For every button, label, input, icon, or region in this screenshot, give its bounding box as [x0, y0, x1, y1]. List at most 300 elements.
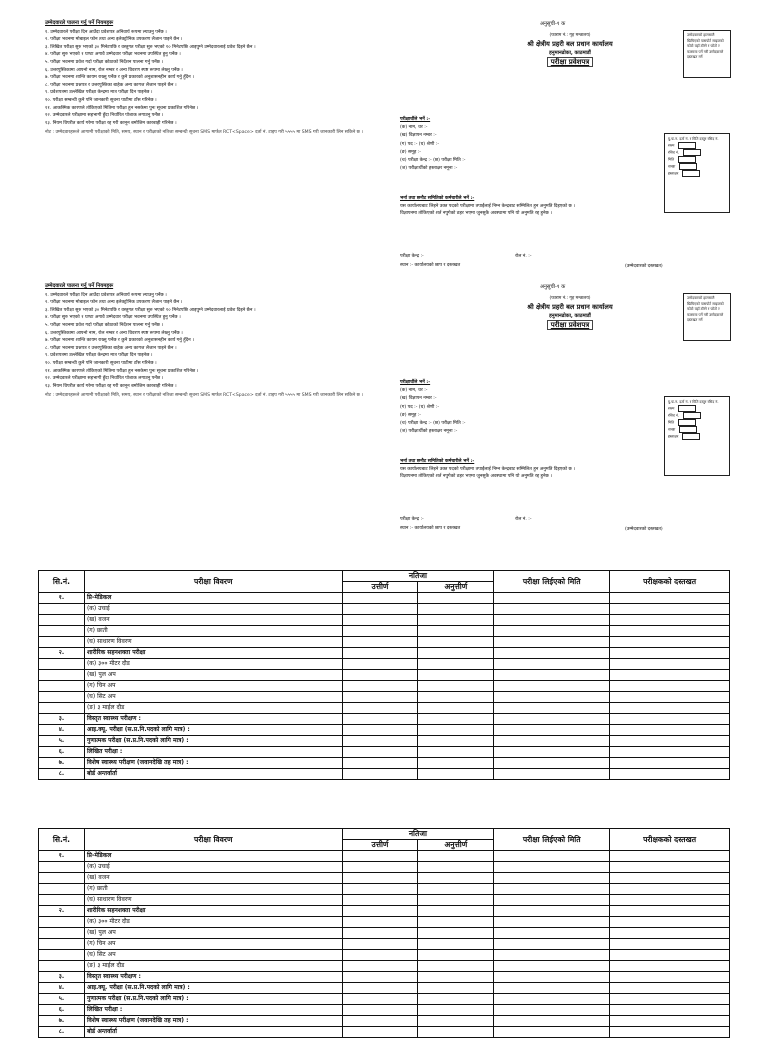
photo-box [683, 30, 731, 78]
col-header-fail: अनुत्तीर्ण [418, 840, 494, 851]
pass-cell[interactable] [342, 725, 418, 736]
fail-cell[interactable] [418, 637, 494, 648]
committee-text [400, 203, 665, 218]
pass-cell[interactable] [342, 769, 418, 780]
table-row [39, 714, 730, 725]
signature-cell[interactable] [610, 1027, 730, 1038]
row-number [39, 873, 85, 884]
signature-cell[interactable] [610, 648, 730, 659]
table-row [39, 851, 730, 862]
committee-title: भर्ना तथा छनौट समितिको कर्मचारीले भर्ने :- [400, 459, 475, 464]
fail-cell[interactable] [418, 604, 494, 615]
fee-label: रसिद नं. [668, 413, 680, 418]
fee-field[interactable] [679, 426, 697, 433]
row-number: ४. [39, 983, 85, 994]
date-cell[interactable] [494, 928, 610, 939]
fail-cell[interactable] [418, 714, 494, 725]
examinee-field: (च) परीक्षा केन्द्र :- (छ) परीक्षा मिति :- [400, 158, 466, 164]
row-number [39, 692, 85, 703]
annex-label: अनुसूची-१ क [540, 21, 566, 27]
signature-cell[interactable] [610, 725, 730, 736]
fee-field[interactable] [678, 419, 696, 426]
signature-cell[interactable] [610, 895, 730, 906]
pass-cell[interactable] [342, 736, 418, 747]
fee-row [668, 156, 726, 163]
fail-cell[interactable] [418, 758, 494, 769]
pass-cell[interactable] [342, 862, 418, 873]
table-row [39, 725, 730, 736]
pass-cell[interactable] [342, 758, 418, 769]
table-row [39, 1005, 730, 1016]
table-row [39, 895, 730, 906]
table-row [39, 593, 730, 604]
fail-cell[interactable] [418, 928, 494, 939]
signature-cell[interactable] [610, 906, 730, 917]
examinee-field: (क) नाम, थर :- [400, 125, 428, 131]
date-cell[interactable] [494, 961, 610, 972]
date-cell[interactable] [494, 873, 610, 884]
date-cell[interactable] [494, 714, 610, 725]
col-header-detail: परीक्षा विवरण [84, 571, 342, 593]
col-header-result: नतिजा [342, 829, 494, 840]
exam-record-table-2 [38, 828, 730, 1038]
fail-cell[interactable] [418, 1005, 494, 1016]
pass-cell[interactable] [342, 714, 418, 725]
rules-list [45, 292, 375, 391]
fee-field[interactable] [678, 156, 696, 163]
date-cell[interactable] [494, 906, 610, 917]
row-number [39, 604, 85, 615]
signature-cell[interactable] [610, 862, 730, 873]
rule-item: ९. प्रवेशपत्रमा उल्लेखित परीक्षा केन्द्रमा मात्र परीक्षा दिन पाइनेछ । [45, 90, 153, 96]
examinee-section [400, 116, 670, 173]
row-number [39, 862, 85, 873]
fee-list [668, 405, 726, 440]
row-number [39, 961, 85, 972]
fail-cell[interactable] [418, 670, 494, 681]
fail-cell[interactable] [418, 972, 494, 983]
col-header-date: परीक्षा लिईएको मिति [494, 829, 610, 851]
fee-field[interactable] [678, 142, 696, 149]
row-label: विस्तृत स्वास्थ्य परीक्षण : [84, 972, 342, 983]
row-label: (ङ) ३ माईल दौड [84, 703, 342, 714]
rule-item: १०. परीक्षा सम्बन्धी कुनै पनि जानकारी सूचना पाटीमा टाँस गरिनेछ । [45, 97, 157, 103]
pass-cell[interactable] [342, 939, 418, 950]
examinee-section [400, 379, 670, 436]
fee-label: शाखा [668, 427, 676, 432]
pass-cell[interactable] [342, 747, 418, 758]
row-number: ६. [39, 747, 85, 758]
signature-cell[interactable] [610, 994, 730, 1005]
date-cell[interactable] [494, 1005, 610, 1016]
signature-cell[interactable] [610, 873, 730, 884]
fail-cell[interactable] [418, 884, 494, 895]
fail-cell[interactable] [418, 939, 494, 950]
fail-cell[interactable] [418, 659, 494, 670]
fail-cell[interactable] [418, 725, 494, 736]
fail-cell[interactable] [418, 917, 494, 928]
date-cell[interactable] [494, 659, 610, 670]
signature-cell[interactable] [610, 692, 730, 703]
pass-cell[interactable] [342, 972, 418, 983]
center-label: परीक्षा केन्द्र :- [400, 517, 424, 522]
signature-cell[interactable] [610, 928, 730, 939]
fee-field[interactable] [683, 412, 701, 419]
row-number: २. [39, 906, 85, 917]
table-row [39, 736, 730, 747]
signature-cell[interactable] [610, 769, 730, 780]
rule-item: ८. परीक्षा भवनमा प्रश्नपत्र र उत्तरपुस्तिका बाहेक अन्य कागज लैजान पाइने छैन । [45, 82, 177, 88]
row-number: १. [39, 593, 85, 604]
fee-row [668, 149, 726, 156]
date-cell[interactable] [494, 862, 610, 873]
form-number: (फाराम नं.: गृह मन्त्रालय) [549, 296, 591, 301]
pass-cell[interactable] [342, 681, 418, 692]
fail-cell[interactable] [418, 593, 494, 604]
row-label: (क) उचाई [84, 862, 342, 873]
fail-cell[interactable] [418, 736, 494, 747]
admit-card-1 [0, 20, 768, 290]
fee-row [668, 426, 726, 433]
fee-field[interactable] [682, 433, 700, 440]
row-number: ८. [39, 769, 85, 780]
date-cell[interactable] [494, 994, 610, 1005]
rule-item: १३. नियम विपरीत कार्य गरेमा परीक्षा रद्द गरी कानून बमोजिम कारबाही गरिनेछ । [45, 120, 177, 126]
rules-list [45, 29, 375, 128]
photo-instructions: उम्मेदवारको हालसालै खिचिएको पासपोर्ट साइजको फोटो यहाँ टाँस्ने र फोटो र फारममा पर्ने गरी उम्मेदवारले दस्तखत गर्ने [687, 33, 724, 60]
pass-cell[interactable] [342, 906, 418, 917]
row-number [39, 681, 85, 692]
row-number [39, 637, 85, 648]
pass-cell[interactable] [342, 928, 418, 939]
fail-cell[interactable] [418, 692, 494, 703]
fail-cell[interactable] [418, 681, 494, 692]
row-label: (ख) वजन [84, 873, 342, 884]
table-row [39, 637, 730, 648]
signature-cell[interactable] [610, 851, 730, 862]
pass-cell[interactable] [342, 637, 418, 648]
signature-cell[interactable] [610, 670, 730, 681]
date-cell[interactable] [494, 917, 610, 928]
fail-cell[interactable] [418, 648, 494, 659]
row-label: (घ) साधारण विवरण [84, 637, 342, 648]
signature-cell[interactable] [610, 939, 730, 950]
card-footer [400, 515, 730, 533]
date-cell[interactable] [494, 758, 610, 769]
pass-cell[interactable] [342, 917, 418, 928]
row-number: ७. [39, 758, 85, 769]
signature-cell[interactable] [610, 758, 730, 769]
pass-cell[interactable] [342, 593, 418, 604]
date-cell[interactable] [494, 725, 610, 736]
date-cell[interactable] [494, 703, 610, 714]
row-label: (ग) चिन अप [84, 681, 342, 692]
examinee-field: (च) परीक्षा केन्द्र :- (छ) परीक्षा मिति :- [400, 421, 466, 427]
row-number [39, 928, 85, 939]
examinee-field: (ग) पद :- (घ) श्रेणी :- [400, 141, 439, 147]
stamp-label: स्थान :- कार्यालयको छाप र दस्तखत [400, 526, 461, 531]
date-cell[interactable] [494, 884, 610, 895]
row-number [39, 884, 85, 895]
row-label: (घ) सिट अप [84, 692, 342, 703]
examinee-field: (ङ) समूह :- [400, 149, 421, 155]
fail-cell[interactable] [418, 862, 494, 873]
fee-label: शाखा [668, 164, 676, 169]
examinee-title: परीक्षार्थीले भर्ने :- [400, 380, 431, 385]
fail-cell[interactable] [418, 747, 494, 758]
fee-field[interactable] [683, 149, 701, 156]
fail-cell[interactable] [418, 615, 494, 626]
pass-cell[interactable] [342, 884, 418, 895]
fee-row [668, 405, 726, 412]
pass-cell[interactable] [342, 659, 418, 670]
row-number: ४. [39, 725, 85, 736]
col-header-pass: उत्तीर्ण [342, 582, 418, 593]
date-cell[interactable] [494, 939, 610, 950]
rule-item: ५. परीक्षा भवनमा प्रवेश गर्दा परीक्षा कोठाको निर्देशन पालना गर्नु पर्नेछ । [45, 322, 164, 328]
row-number: १. [39, 851, 85, 862]
row-number [39, 626, 85, 637]
fee-row [668, 419, 726, 426]
signature-cell[interactable] [610, 884, 730, 895]
pass-cell[interactable] [342, 703, 418, 714]
table-row [39, 983, 730, 994]
row-number: ७. [39, 1016, 85, 1027]
date-cell[interactable] [494, 615, 610, 626]
row-label: (ख) पुल अप [84, 670, 342, 681]
office-location: हनुमानढोका, काठमाडौं [549, 50, 591, 56]
fee-row [668, 170, 726, 177]
signature-cell[interactable] [610, 637, 730, 648]
signature-cell[interactable] [610, 1005, 730, 1016]
row-number [39, 950, 85, 961]
fail-cell[interactable] [418, 769, 494, 780]
admit-card-2 [0, 283, 768, 553]
fee-row [668, 163, 726, 170]
pass-cell[interactable] [342, 692, 418, 703]
row-label: (ग) छाती [84, 884, 342, 895]
signature-cell[interactable] [610, 703, 730, 714]
rule-item: ८. परीक्षा भवनमा प्रश्नपत्र र उत्तरपुस्तिका बाहेक अन्य कागज लैजान पाइने छैन । [45, 345, 177, 351]
date-cell[interactable] [494, 983, 610, 994]
date-cell[interactable] [494, 692, 610, 703]
pass-cell[interactable] [342, 1016, 418, 1027]
pass-cell[interactable] [342, 950, 418, 961]
table-row [39, 747, 730, 758]
fail-cell[interactable] [418, 703, 494, 714]
committee-section [400, 195, 665, 218]
committee-line: विज्ञापनमा तोकिएको शर्त नपुगेको ठहर भएमा जुनसुकै अवस्थामा पनि यो अनुमति रद्द हुनेछ । [400, 211, 552, 217]
fee-label: रकम [668, 406, 675, 411]
row-label: (ग) छाती [84, 626, 342, 637]
date-cell[interactable] [494, 950, 610, 961]
row-label: (ख) वजन [84, 615, 342, 626]
date-cell[interactable] [494, 769, 610, 780]
row-label: (क) ३०० मीटर दौड [84, 917, 342, 928]
table-row [39, 906, 730, 917]
signature-cell[interactable] [610, 593, 730, 604]
fail-cell[interactable] [418, 983, 494, 994]
date-cell[interactable] [494, 736, 610, 747]
pass-cell[interactable] [342, 1027, 418, 1038]
pass-cell[interactable] [342, 851, 418, 862]
fail-cell[interactable] [418, 1016, 494, 1027]
pass-cell[interactable] [342, 1005, 418, 1016]
examinee-field: (ङ) समूह :- [400, 412, 421, 418]
pass-cell[interactable] [342, 961, 418, 972]
examinee-title: परीक्षार्थीले भर्ने :- [400, 117, 431, 122]
row-label: प्रि-मेडिकल [84, 851, 342, 862]
signature-cell[interactable] [610, 961, 730, 972]
fail-cell[interactable] [418, 873, 494, 884]
rule-item: ४. परीक्षा सुरु भएको १ घण्टा अगावै उम्मेदवार परीक्षा भवनमा उपस्थित हुनु पर्नेछ । [45, 52, 181, 58]
row-number: ८. [39, 1027, 85, 1038]
date-cell[interactable] [494, 637, 610, 648]
row-label: (क) ३०० मीटर दौड [84, 659, 342, 670]
pass-cell[interactable] [342, 626, 418, 637]
signature-cell[interactable] [610, 659, 730, 670]
date-cell[interactable] [494, 593, 610, 604]
examinee-field: (ख) विज्ञापन नम्बर :- [400, 396, 437, 402]
row-label: (ङ) ३ माईल दौड [84, 961, 342, 972]
roll-label: रोल नं. :- [515, 517, 532, 522]
sms-note: नोट : उम्मेदवारहरूले आगामी परीक्षाको मिति, समय, स्थान र परीक्षाको नतिजा सम्बन्धी सूचना SMS मार्फत RCT<Space> दर्ता नं. टाइप गरी ५५५५ मा SMS गरी जानकारी लिन सकिने छ । [45, 130, 364, 136]
signature-cell[interactable] [610, 681, 730, 692]
date-cell[interactable] [494, 670, 610, 681]
row-number: ३. [39, 972, 85, 983]
row-label: (ख) पुल अप [84, 928, 342, 939]
date-cell[interactable] [494, 851, 610, 862]
row-label: (ग) चिन अप [84, 939, 342, 950]
fail-cell[interactable] [418, 1027, 494, 1038]
signature-cell[interactable] [610, 950, 730, 961]
rules-section [45, 20, 375, 137]
pass-cell[interactable] [342, 648, 418, 659]
row-label: बोर्ड अन्तर्वार्ता [84, 1027, 342, 1038]
pass-cell[interactable] [342, 994, 418, 1005]
fee-field[interactable] [678, 405, 696, 412]
row-number [39, 615, 85, 626]
office-name: श्री क्षेत्रीय प्रहरी बल प्रधान कार्यालय [527, 40, 613, 48]
committee-text [400, 466, 665, 481]
center-label: परीक्षा केन्द्र :- [400, 254, 424, 259]
date-cell[interactable] [494, 747, 610, 758]
office-header [470, 283, 670, 330]
fee-row [668, 412, 726, 419]
date-cell[interactable] [494, 1016, 610, 1027]
col-header-sn: सि.नं. [39, 829, 85, 851]
rule-item: १२. उम्मेदवारले परीक्षामा सहभागी हुँदा निर्धारित पोशाक लगाउनु पर्नेछ । [45, 113, 164, 119]
annex-label: अनुसूची-१ क [540, 284, 566, 290]
signature-cell[interactable] [610, 972, 730, 983]
pass-cell[interactable] [342, 983, 418, 994]
table-row [39, 681, 730, 692]
office-location: हनुमानढोका, काठमाडौं [549, 313, 591, 319]
fee-label: हस्ताक्षर [668, 171, 679, 176]
row-number: २. [39, 648, 85, 659]
signature-cell[interactable] [610, 983, 730, 994]
row-label: विशेष स्वास्थ्य परीक्षण (जवानदेखि तह मात्र) : [84, 758, 342, 769]
pass-cell[interactable] [342, 873, 418, 884]
signature-cell[interactable] [610, 714, 730, 725]
date-cell[interactable] [494, 626, 610, 637]
sms-note: नोट : उम्मेदवारहरूले आगामी परीक्षाको मिति, समय, स्थान र परीक्षाको नतिजा सम्बन्धी सूचना SMS मार्फत RCT<Space> दर्ता नं. टाइप गरी ५५५५ मा SMS गरी जानकारी लिन सकिने छ । [45, 393, 364, 399]
fail-cell[interactable] [418, 851, 494, 862]
fail-cell[interactable] [418, 626, 494, 637]
row-number: ५. [39, 994, 85, 1005]
fee-box [664, 396, 730, 476]
row-label: (घ) साधारण विवरण [84, 895, 342, 906]
table-row [39, 928, 730, 939]
signature-cell[interactable] [610, 604, 730, 615]
table-row [39, 862, 730, 873]
admit-card-label: परीक्षा प्रवेशपत्र [547, 320, 593, 330]
pass-cell[interactable] [342, 604, 418, 615]
row-number [39, 895, 85, 906]
table-row [39, 950, 730, 961]
date-cell[interactable] [494, 681, 610, 692]
signature-cell[interactable] [610, 626, 730, 637]
rule-item: ४. परीक्षा सुरु भएको १ घण्टा अगावै उम्मेदवार परीक्षा भवनमा उपस्थित हुनु पर्नेछ । [45, 315, 181, 321]
date-cell[interactable] [494, 1027, 610, 1038]
pass-cell[interactable] [342, 895, 418, 906]
col-header-fail: अनुत्तीर्ण [418, 582, 494, 593]
rule-item: ६. उत्तरपुस्तिकामा आफ्नो नाम, रोल नम्बर र अन्य विवरण स्पष्ट रूपमा लेख्नु पर्नेछ । [45, 67, 183, 73]
rule-item: ३. लिखित परीक्षा सुरु भएको ३० मिनेटपछि र वस्तुगत परीक्षा सुरु भएको १० मिनेटपछि आइपुग्ने उम्मेदवारलाई प्रवेश दिइने छैन । [45, 307, 256, 313]
fail-cell[interactable] [418, 961, 494, 972]
fail-cell[interactable] [418, 994, 494, 1005]
pass-cell[interactable] [342, 670, 418, 681]
table-row [39, 703, 730, 714]
table-row [39, 758, 730, 769]
table-row [39, 626, 730, 637]
table-row [39, 917, 730, 928]
signature-cell[interactable] [610, 736, 730, 747]
examinee-field: (ग) पद :- (घ) श्रेणी :- [400, 404, 439, 410]
col-header-sn: सि.नं. [39, 571, 85, 593]
committee-line: यस कार्यालयबाट लिइने उक्त पदको परीक्षामा तपाईंलाई निम्न केन्द्रबाट सम्मिलित हुन अनुमति दिइएको छ । [400, 466, 575, 472]
date-cell[interactable] [494, 972, 610, 983]
fail-cell[interactable] [418, 895, 494, 906]
signature-cell[interactable] [610, 1016, 730, 1027]
rule-item: १०. परीक्षा सम्बन्धी कुनै पनि जानकारी सूचना पाटीमा टाँस गरिनेछ । [45, 360, 157, 366]
signature-cell[interactable] [610, 747, 730, 758]
row-label: गुणात्मक परीक्षा (स.प्र.नि.पदको लागि मात्र) : [84, 994, 342, 1005]
committee-line: विज्ञापनमा तोकिएको शर्त नपुगेको ठहर भएमा जुनसुकै अवस्थामा पनि यो अनुमति रद्द हुनेछ । [400, 474, 552, 480]
photo-box [683, 293, 731, 341]
table-row [39, 1016, 730, 1027]
examinee-field: (ख) विज्ञापन नम्बर :- [400, 133, 437, 139]
date-cell[interactable] [494, 648, 610, 659]
signature-cell[interactable] [610, 615, 730, 626]
fail-cell[interactable] [418, 906, 494, 917]
table-row [39, 884, 730, 895]
date-cell[interactable] [494, 895, 610, 906]
fee-field[interactable] [682, 170, 700, 177]
date-cell[interactable] [494, 604, 610, 615]
fail-cell[interactable] [418, 950, 494, 961]
fee-field[interactable] [679, 163, 697, 170]
card-footer [400, 252, 730, 270]
pass-cell[interactable] [342, 615, 418, 626]
stamp-label: स्थान :- कार्यालयको छाप र दस्तखत [400, 263, 461, 268]
table-row [39, 659, 730, 670]
col-header-result: नतिजा [342, 571, 494, 582]
row-label: (क) उचाई [84, 604, 342, 615]
rule-item: ५. परीक्षा भवनमा प्रवेश गर्दा परीक्षा कोठाको निर्देशन पालना गर्नु पर्नेछ । [45, 59, 164, 65]
table-row [39, 692, 730, 703]
signature-cell[interactable] [610, 917, 730, 928]
